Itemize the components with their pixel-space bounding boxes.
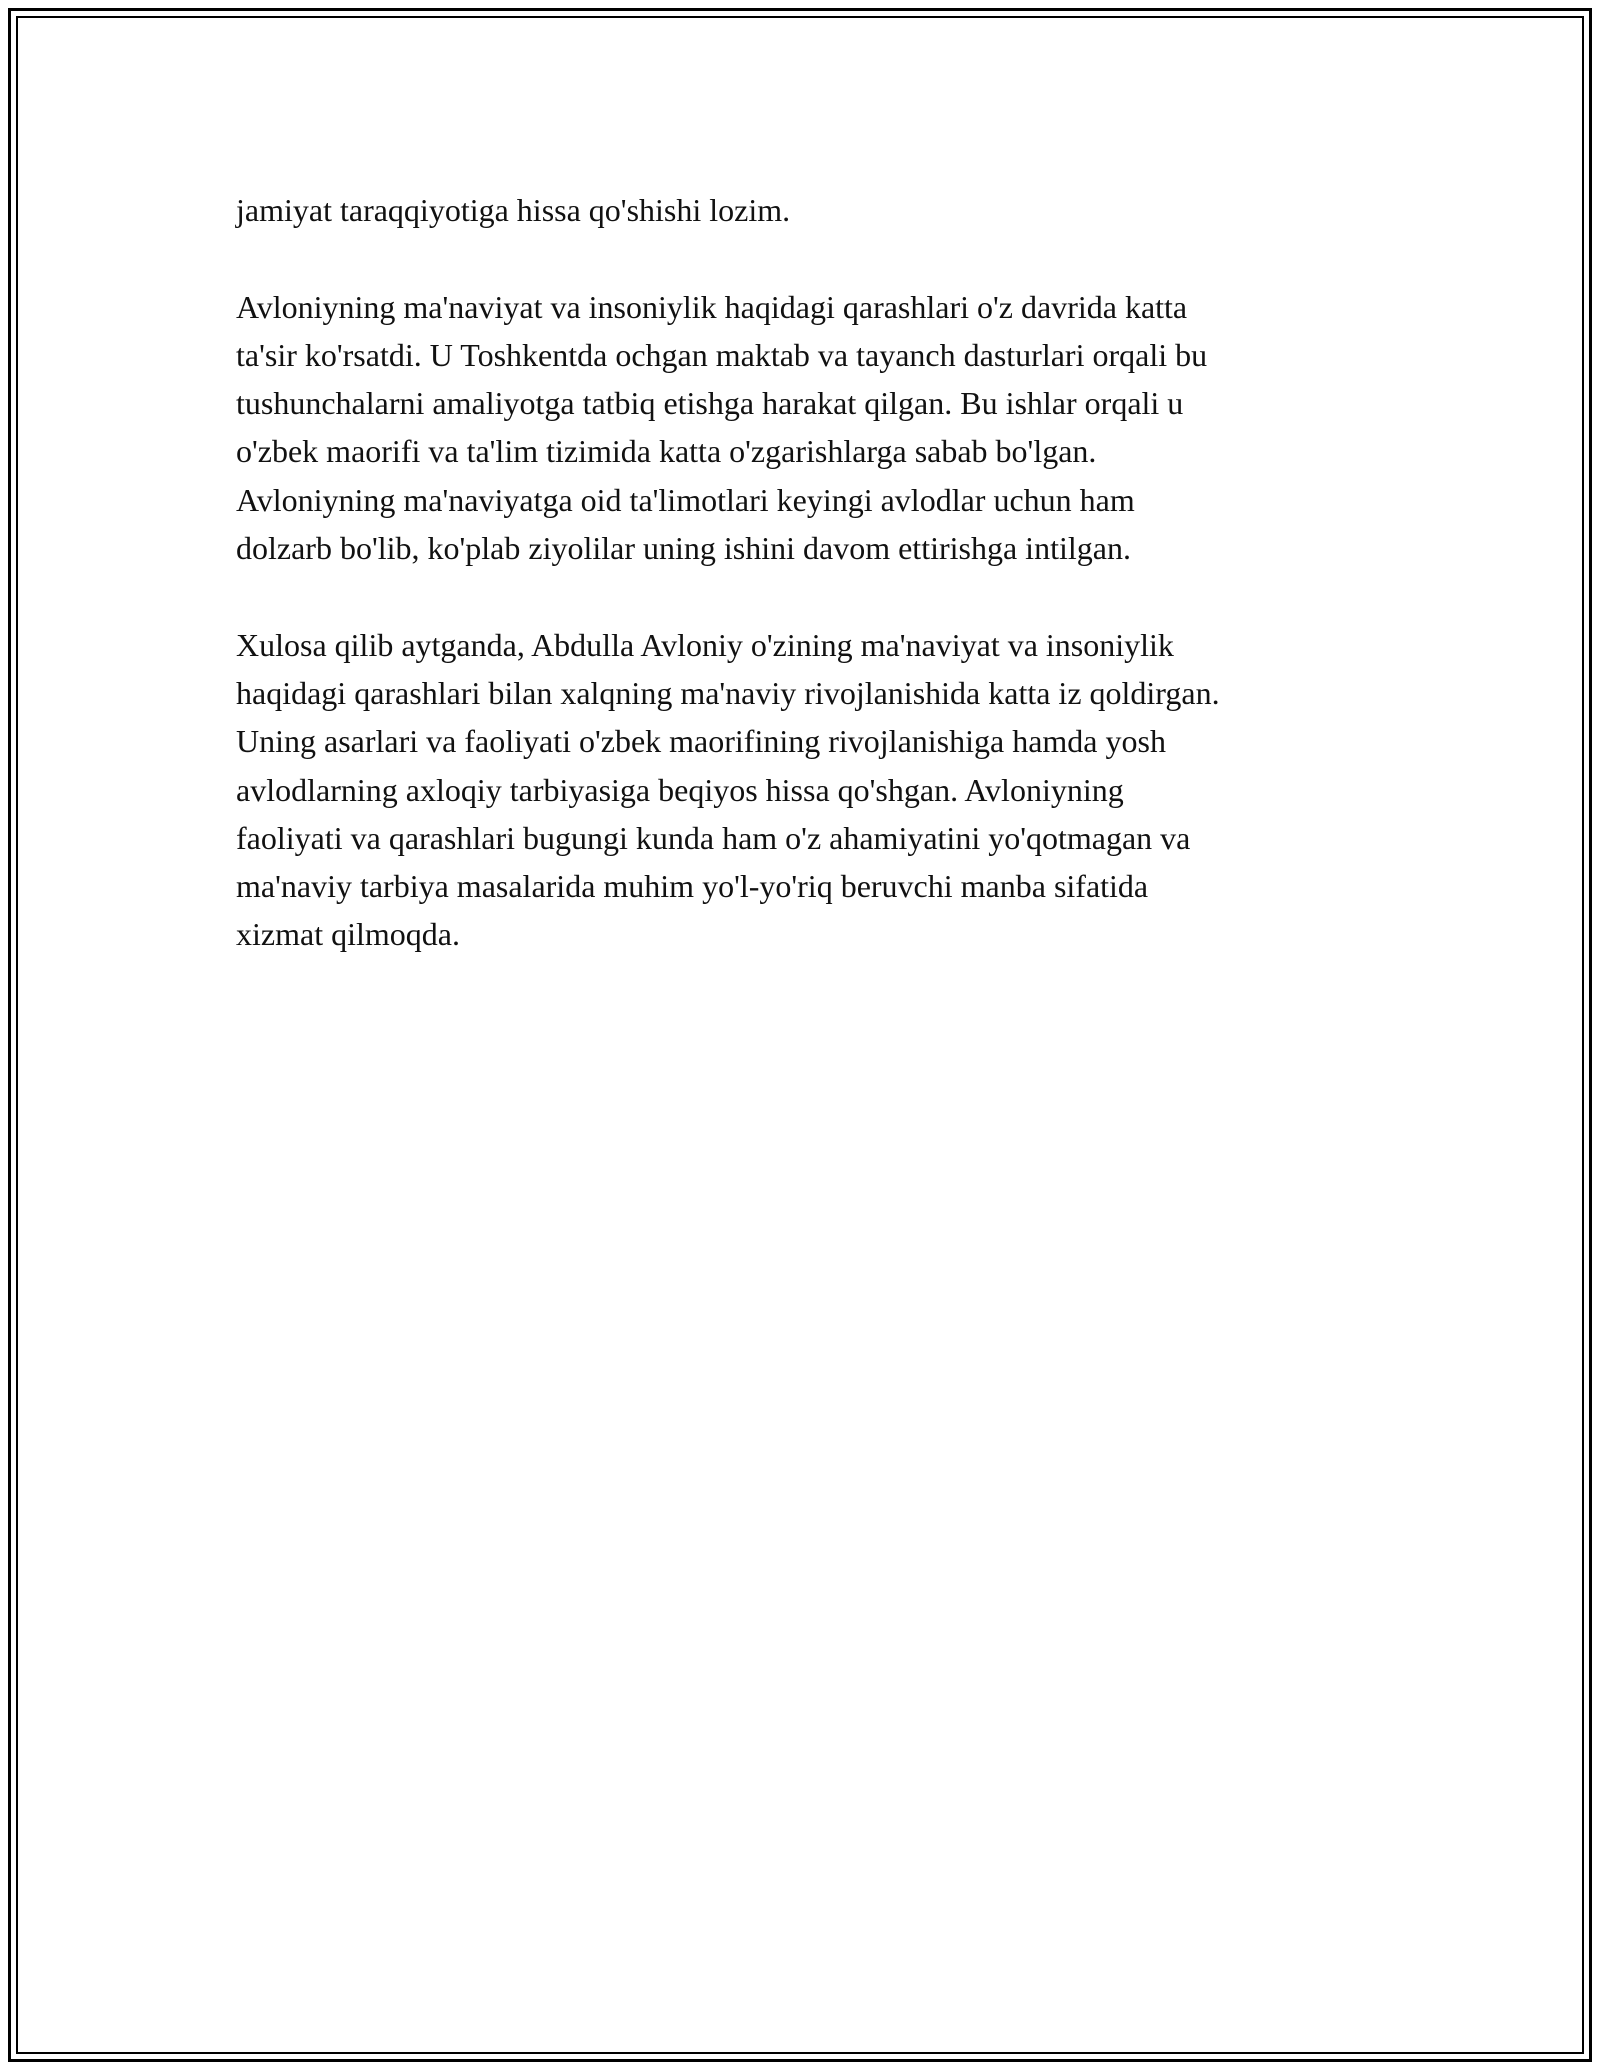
paragraph-conclusion: Xulosa qilib aytganda, Abdulla Avloniy o'zining ma'naviyat va insoniylik haqidagi qarashlari bilan xalqning ma'naviy rivojlanishida katta iz qoldirgan. Uning asarlari va faoliyati o'zbek maorifining rivojlanishiga hamda yosh avlodlarning axloqiy tarbiyasiga beqiyos hissa qo'shgan. Avloniyning faoliyati va qarashlari bugungi kunda ham o'z ahamiyatini yo'qotmagan va ma'naviy tarbiya masalarida muhim yo'l-yo'riq beruvchi manba sifatida xizmat qilmoqda. (236, 626, 1220, 953)
paragraph-influence: Avloniyning ma'naviyat va insoniylik haqidagi qarashlari o'z davrida katta ta'sir ko'rsatdi. U Toshkentda ochgan maktab va tayanch dasturlari orqali bu tushunchalarni amaliyotga tatbiq etishga harakat qilgan. Bu ishlar orqali u o'zbek maorifi va ta'lim tizimida katta o'zgarishlarga sabab bo'lgan. Avloniyning ma'naviyatga oid ta'limotlari keyingi avlodlar uchun ham dolzarb bo'lib, ko'plab ziyolilar uning ishini davom ettirishga intilgan. (236, 288, 1208, 567)
paragraph-continuation: jamiyat taraqqiyotiga hissa qo'shishi lozim. (236, 192, 791, 228)
document-body (236, 186, 1396, 1007)
